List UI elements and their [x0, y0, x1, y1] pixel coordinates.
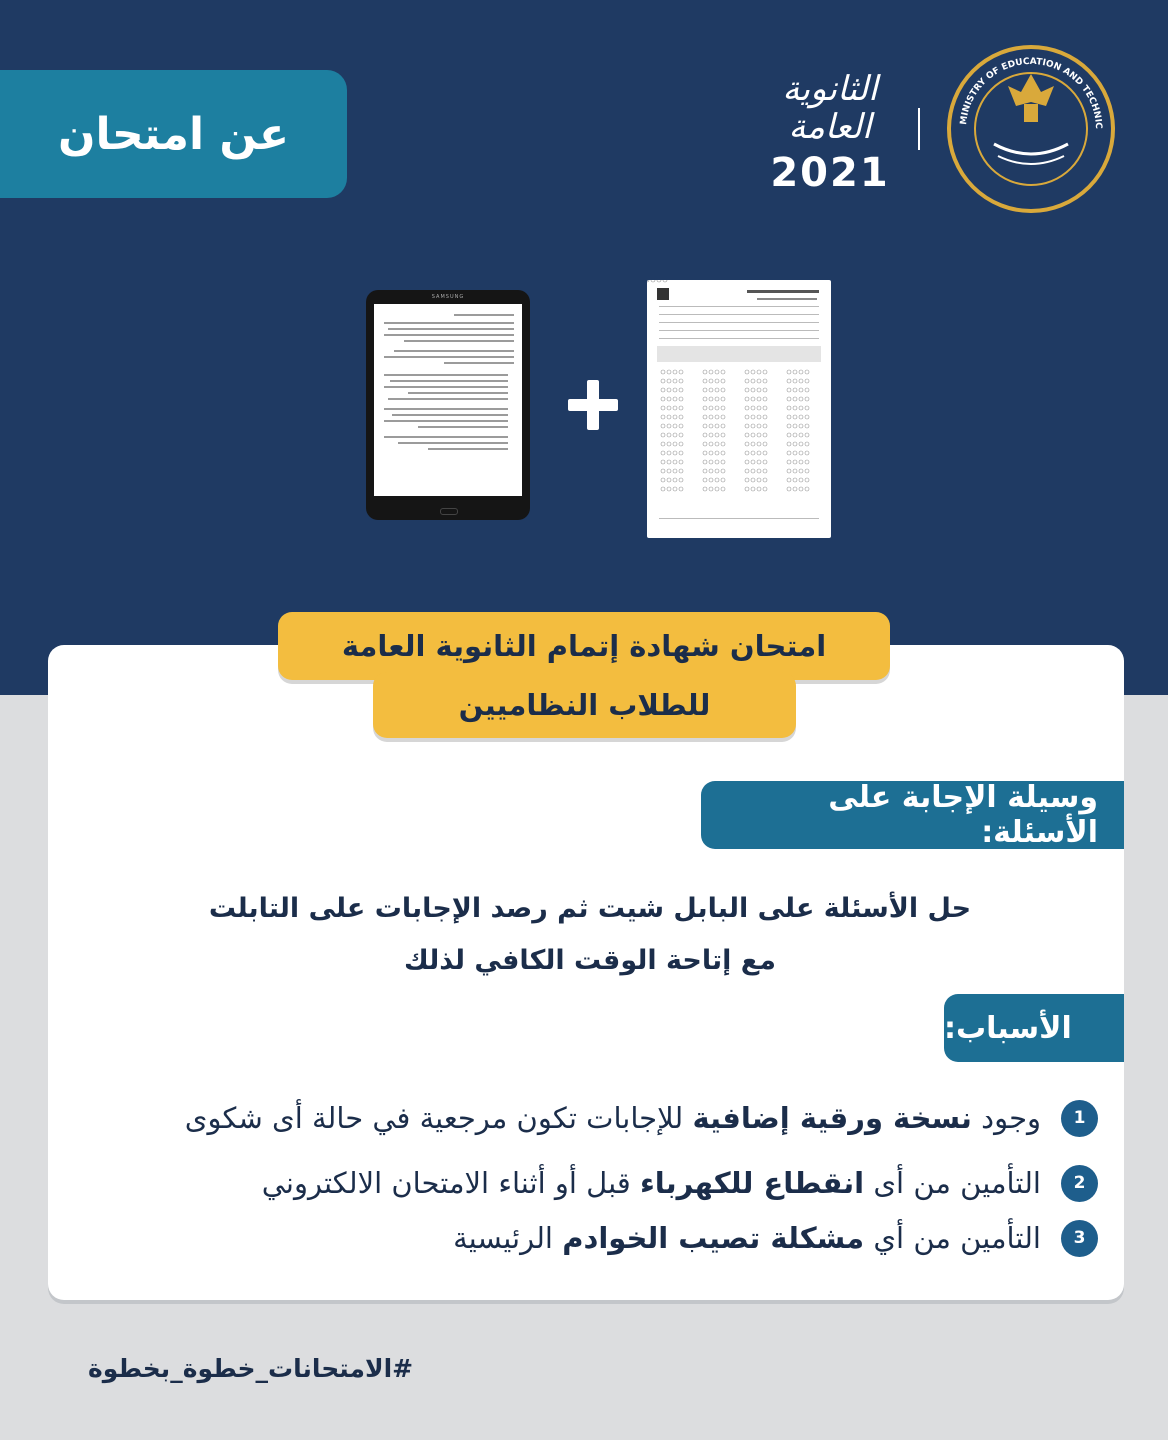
about-exam-badge: عن امتحان	[0, 70, 347, 198]
reason-text: وجود نسخة ورقية إضافية للإجابات تكون مرجعية في حالة أى شكوى	[184, 1101, 1041, 1135]
thanaweya-2021-logo	[760, 70, 900, 200]
reasons-heading: الأسباب:	[944, 994, 1124, 1062]
logo-script-text: الثانوية العامة	[782, 69, 878, 147]
reason-text: التأمين من أي مشكلة تصيب الخوادم الرئيسية	[453, 1221, 1041, 1255]
answer-method-heading: وسيلة الإجابة على الأسئلة:	[701, 781, 1124, 849]
reason-item-1	[185, 1094, 1098, 1142]
logo-divider	[918, 108, 920, 150]
title-line-1: امتحان شهادة إتمام الثانوية العامة	[278, 612, 890, 680]
ministry-seal-icon	[946, 44, 1116, 214]
plus-icon	[568, 380, 618, 430]
tablet-screen	[374, 304, 522, 496]
reason-item-3	[453, 1214, 1098, 1262]
reason-number-badge: 2	[1061, 1165, 1098, 1202]
tablet-device	[366, 290, 530, 520]
bubble-sheet-icon	[647, 280, 831, 538]
reason-number-badge: 3	[1061, 1220, 1098, 1257]
logo-year: 2021	[770, 150, 890, 196]
reason-text: التأمين من أى انقطاع للكهرباء قبل أو أثناء الامتحان الالكتروني	[261, 1166, 1041, 1200]
tablet-home-button	[440, 508, 458, 515]
answer-method-line-2: مع إتاحة الوقت الكافي لذلك	[404, 945, 776, 976]
svg-text:MINISTRY OF EDUCATION AND TECH: MINISTRY OF EDUCATION AND TECHNIC	[959, 56, 1104, 130]
reason-number-badge: 1	[1061, 1100, 1098, 1137]
reason-item-2	[262, 1159, 1098, 1207]
hashtag-footer: #الامتحانات_خطوة_بخطوة	[88, 1354, 414, 1383]
title-line-2: للطلاب النظاميين	[373, 672, 796, 738]
tablet-brand: SAMSUNG	[431, 294, 465, 300]
ministry-seal-logo	[946, 44, 1116, 214]
answer-method-line-1: حل الأسئلة على البابل شيت ثم رصد الإجابات على التابلت	[208, 893, 972, 924]
bubble-sheet-paper	[647, 280, 831, 538]
